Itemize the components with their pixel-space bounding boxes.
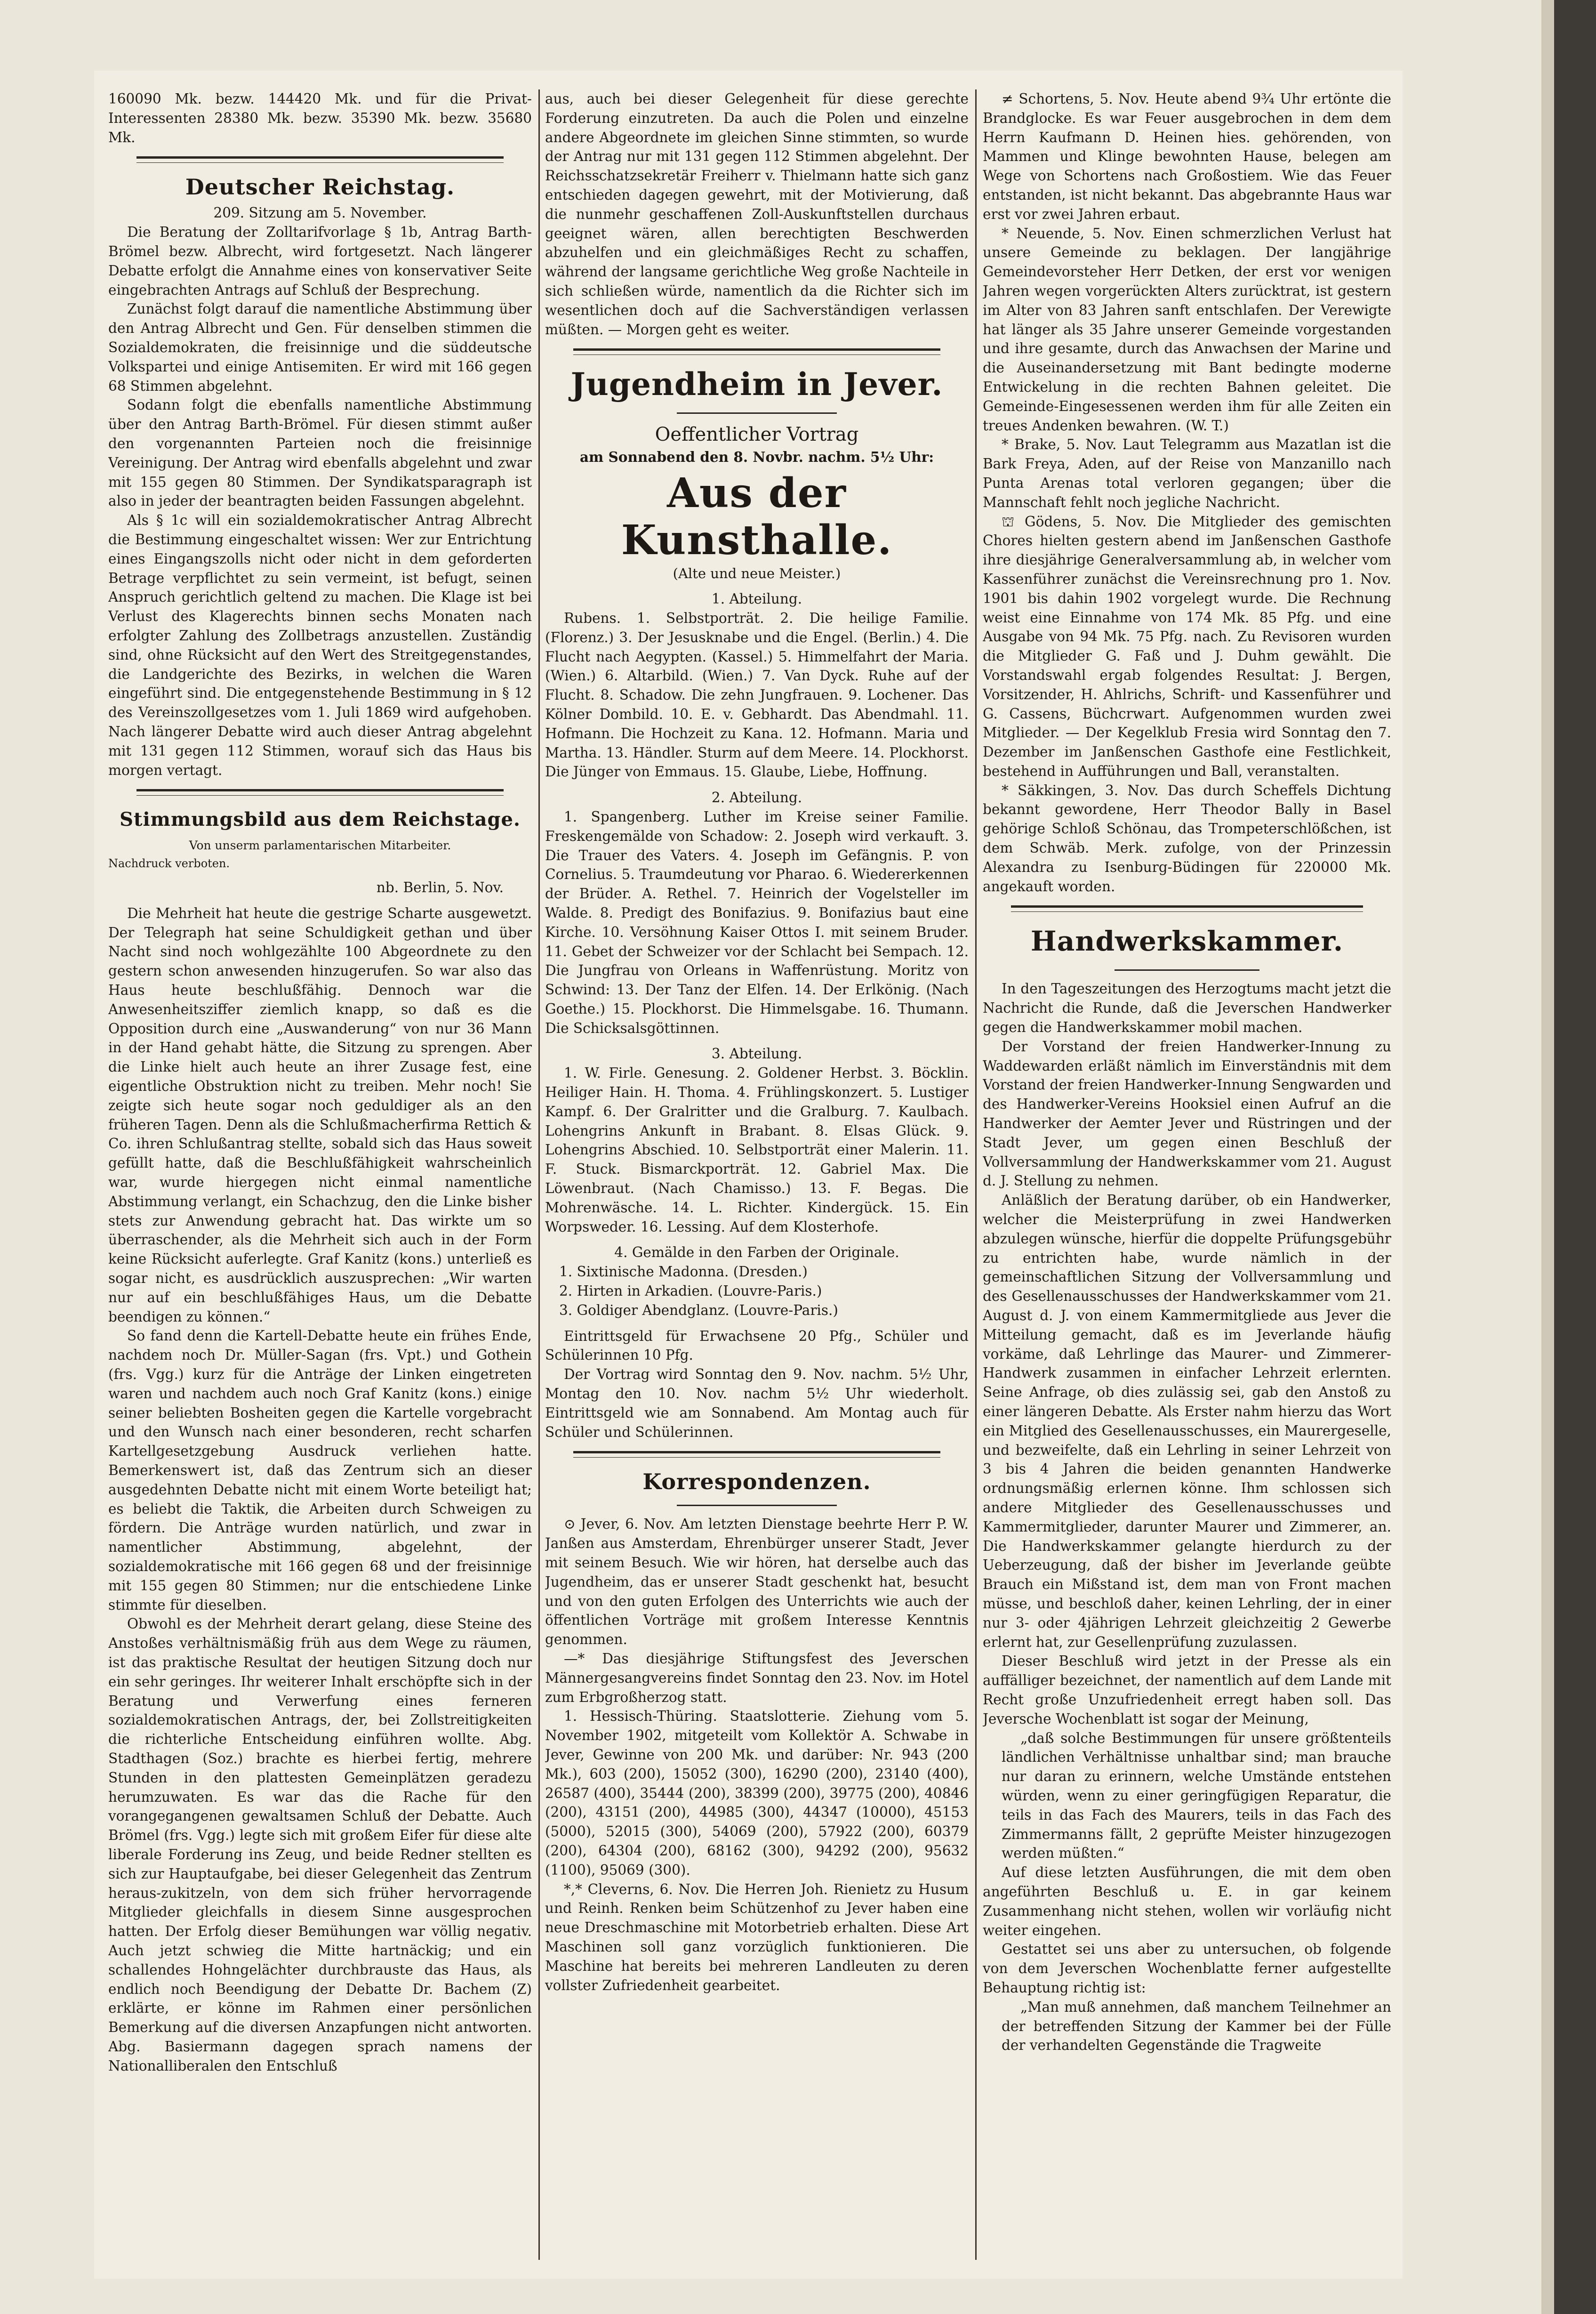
separator bbox=[136, 789, 504, 796]
binding-strip bbox=[1554, 0, 1596, 2314]
reichstag-paragraph: Als § 1c will ein sozialdemokratischer Antrag Albrecht die Bestimmung eingeschaltet wissen: Wer zur Entrichtung eines Eingangszolls nicht oder nicht in dem geforderten Betrage verpflichtet zu sein vermeint, ist befugt, seinen Anspruch gerichtlich geltend zu machen. Die Klage ist bei Verlust des Klagerechts binnen sechs Monaten nach erfolgter Zahlung des Zollbetrags anzustellen. Zuständig sind, ohne Rücksicht auf den Wert des Streitgegenstandes, die Landgerichte des Bezirks, in welchen die Waren eingeführt sind. Die entgegenstehende Bestimmung in § 12 des Vereinszollgesetzes vom 1. Juli 1869 wird aufgehoben. Nach längerer Debatte wird auch dieser Antrag abgelehnt mit 131 gegen 112 Stimmen, worauf sich das Haus bis morgen vertagt. bbox=[108, 512, 532, 778]
separator bbox=[1011, 905, 1363, 912]
handwerkskammer-paragraph: Anläßlich der Beratung darüber, ob ein Handwerker, welcher die Meisterprüfung in zwei Handwerken abzulegen wünsche, hierfür die doppelte Prüfungsgebühr zu entrichten habe, wurde nämlich in der gemeinschaftlichen Sitzung der Vollversammlung und des Gesellenausschusses der Handwerkskammer vom 21. August d. J. von einem Kammermitgliede aus Jever die Mitteilung gemacht, daß es im Jeverlande häufig vorkäme, daß Lehrlinge das Maurer- und Zimmerer-Handwerk zusammen in einfacher Lehrzeit erlernten. Seine Anfrage, ob dies zulässig sei, gab den Anstoß zu einer längeren Debatte. Als Erster nahm hierzu das Wort ein Mitglied des Gesellenausschusses, ein Maurergeselle, und bezweifelte, daß ein Lehrling in seiner Lehrzeit von 3 bis 4 Jahren die beiden genannten Handwerke ordnungsmäßig erlernen könne. Ihm schlossen sich andere Mitglieder des Gesellenausschusses und Kammermitglieder, darunter Maurer und Zimmerer, an. Die Handwerkskammer gelangte hierdurch zu der Ueberzeugung, daß der bisher im Jeverlande geübte Brauch ein Mißstand ist, dem man von Front machen müsse, und beschloß daher, keinen Lehrling, der in einer nur 3- oder 4jährigen Lehrzeit gleichzeitig 2 Gewerbe erlernt hat, zur Gesellenprüfung zuzulassen. bbox=[983, 1192, 1391, 1650]
handwerkskammer-paragraph: In den Tageszeitungen des Herzogtums macht jetzt die Nachricht die Runde, daß die Jeverschen Handwerker gegen die Handwerkskammer mobil machen. bbox=[983, 981, 1391, 1036]
news-neuende: * Neuende, 5. Nov. Einen schmerzlichen Verlust hat unsere Gemeinde zu beklagen. Der langjährige Gemeindevorsteher Herr Detken, der erst vor wenigen Jahren wegen vorgerückten Alters zurücktrat, ist gestern im Alter von 83 Jahren sanft entschlafen. Der Verewigte hat länger als 35 Jahre unserer Gemeinde vorgestanden und ihre gesamte, durch das Anwachsen der Marine und die Auseinandersetzung mit Bant bedingte moderne Entwickelung in die rechten Bahnen geleitet. Die Gemeinde-Eingesessenen werden ihm für alle Zeiten ein treues Andenken bewahren. (W. T.) bbox=[983, 225, 1391, 434]
column-rule-2 bbox=[975, 89, 977, 2260]
stimmungsbild-subtitle: Von unserm parlamentarischen Mitarbeiter. bbox=[189, 839, 451, 853]
repeat-notice: Der Vortrag wird Sonntag den 9. Nov. nachm. 5½ Uhr, Montag den 10. Nov. nachm 5½ Uhr wiederholt. Eintrittsgeld wie am Sonnabend. Am Montag auch für Schüler und Schülerinnen. bbox=[545, 1366, 969, 1440]
stimmungsbild-paragraph: So fand denn die Kartell-Debatte heute ein frühes Ende, nachdem noch Dr. Müller-Sagan (frs. Vpt.) und Gothein (frs. Vgg.) kurz für die Anträge der Linken eingetreten waren und nachdem auch noch Graf Kanitz (kons.) einige seiner beliebten Bosheiten gegen die Kartelle vorgebracht und den Wunsch nach einer besonderen, recht scharfen Kartellgesetzgebung Ausdruck verliehen hatte. Bemerkenswert ist, daß das Zentrum sich an dieser ausgedehnten Debatte nicht mit einem Worte beteiligt hat; es beliebt die Taktik, die Arbeiten durch Schweigen zu fördern. Die Anträge wurden natürlich, und zwar in namentlicher Abstimmung, abgelehnt, der sozialdemokratische mit 166 gegen 68 und der freisinnige mit 155 gegen 80 Stimmen; nur die entschiedene Linke stimmte für dieselben. bbox=[108, 1328, 532, 1613]
handwerkskammer-quote: „Man muß annehmen, daß manchem Teilnehmer an der betreffenden Sitzung der Kammer bei der Fülle der verhandelten Gegenstände die Tragweite bbox=[1002, 1999, 1391, 2054]
column-2 bbox=[545, 89, 969, 2265]
handwerkskammer-paragraph: Gestattet sei uns aber zu untersuchen, ob folgende von dem Jeverschen Wochenblatte ferner aufgestellte Behauptung richtig ist: bbox=[983, 1941, 1391, 1996]
reichstag-paragraph: Sodann folgt die ebenfalls namentliche Abstimmung über den Antrag Barth-Brömel. Für diesen stimmt außer den vorgenannten Parteien noch die freisinnige Vereinigung. Der Antrag wird ebenfalls abgelehnt und zwar mit 155 gegen 80 Stimmen. Der Syndikatsparagraph ist also in jeder der beantragten beiden Fassungen abgelehnt. bbox=[108, 397, 532, 509]
column-rule-1 bbox=[538, 89, 540, 2260]
abteilung-heading: 3. Abteilung. bbox=[711, 1046, 802, 1062]
news-saeckingen: * Säkkingen, 3. Nov. Das durch Scheffels Dichtung bekannt gewordene, Herr Theodor Bally in Basel gehörige Schloß Schönau, das Trompeterschlößchen, ist dem Schwäb. Merk. zufolge, von der Prinzessin Alexandra zu Isenburg-Büdingen für 220000 Mk. angekauft worden. bbox=[983, 782, 1391, 895]
separator bbox=[677, 412, 837, 414]
handwerkskammer-paragraph: Auf diese letzten Ausführungen, die mit dem oben angeführten Beschluß u. E. in gar keinem Zusammenhang nicht stehen, wollen wir vorläufig nicht weiter eingehen. bbox=[983, 1864, 1391, 1938]
news-goedens: ⛫ Gödens, 5. Nov. Die Mitglieder des gemischten Chores hielten gestern abend im Janßenschen Gasthofe ihre diesjährige Generalversammlung ab, in welcher vom Kassenführer zunächst die Vereinsrechnung pro 1. Nov. 1901 bis dahin 1902 vorgelegt wurde. Die Rechnung weist eine Einnahme von 174 Mk. 85 Pfg. und eine Ausgabe von 94 Mk. 75 Pfg. nach. Zu Revisoren wurden die Mitglieder G. Faß und J. Duhm gewählt. Die Vorstandswahl ergab folgendes Resultat: J. Bergen, Vorsitzender, H. Ahlrichs, Schrift- und Kassenführer und G. Cassens, Büchcrwart. Aufgenommen wurden zwei Mitglieder. — Der Kegelklub Fresia wird Sonntag den 7. Dezember im Janßenschen Gasthofe eine Festlichkeit, bestehend in Aufführungen und Ball, veranstalten. bbox=[983, 513, 1391, 779]
handwerkskammer-paragraph: Dieser Beschluß wird jetzt in der Presse als ein auffälliger bezeichnet, der namentlich auf dem Lande mit Recht große Unzufriedenheit erregt haben soll. Das Jeversche Wochenblatt ist sogar der Meinung, bbox=[983, 1653, 1391, 1727]
admission-fee: Eintrittsgeld für Erwachsene 20 Pfg., Schüler und Schülerinnen 10 Pfg. bbox=[545, 1328, 969, 1363]
continuation-paragraph: aus, auch bei dieser Gelegenheit für diese gerechte Forderung einzutreten. Da auch die Polen und einzelne andere Abgeordnete im gleichen Sinne stimmten, so wurde der Antrag nur mit 131 gegen 112 Stimmen abgelehnt. Der Reichsschatzsekretär Freiherr v. Thielmann hatte sich ganz entschieden dagegen gewehrt, mit der Motivierung, daß die nunmehr geschaffenen Zoll-Auskunftstellen durchaus geeignet wären, allen berechtigten Beschwerden abzuhelfen und ein gleichmäßiges Recht zu schaffen, während der langsame gerichtliche Weg große Nachteile in sich schließen würde, namentlich da die Richter sich im wesentlichen doch auf die Sachverständigen verlassen müßten. — Morgen geht es weiter. bbox=[545, 91, 969, 338]
painting-item: 3. Goldiger Abendglanz. (Louvre-Paris.) bbox=[559, 1302, 838, 1318]
dateline: nb. Berlin, 5. Nov. bbox=[376, 879, 504, 896]
abteilung-heading: 2. Abteilung. bbox=[711, 790, 802, 806]
newspaper-page bbox=[94, 71, 1403, 2279]
abteilung-text: Rubens. 1. Selbstporträt. 2. Die heilige Familie. (Florenz.) 3. Der Jesusknabe und die Engel. (Berlin.) 4. Die Flucht nach Aegypten. (Kassel.) 5. Himmelfahrt der Maria. (Wien.) 6. Altarbild. (Wien.) 7. Van Dyck. Ruhe auf der Flucht. 8. Schadow. Die zehn Jungfrauen. 9. Lochener. Das Kölner Dombild. 10. E. v. Gebhardt. Das Abendmahl. 11. Hofmann. Die Hochzeit zu Kana. 12. Hofmann. Maria und Martha. 13. Händler. Sturm auf dem Meere. 14. Plockhorst. Die Jünger von Emmaus. 15. Glaube, Liebe, Hoffnung. bbox=[545, 610, 969, 780]
news-maennergesang: —* Das diesjährige Stiftungsfest des Jeverschen Männergesangvereins findet Sonntag den 23. Nov. im Hotel zum Erbgroßherzog statt. bbox=[545, 1651, 969, 1705]
abteilung-text: 1. Spangenberg. Luther im Kreise seiner Familie. Freskengemälde von Schadow: 2. Joseph wird verkauft. 3. Die Trauer des Vaters. 4. Joseph im Gefängnis. P. von Cornelius. 5. Traumdeutung vor Pharao. 6. Wiedererkennen der Brüder. A. Rethel. 7. Heinrich der Vogelsteller im Walde. 8. Predigt des Bonifazius. 9. Bonifazius baut eine Kirche. 10. Versöhnung Kaiser Ottos I. mit seinem Bruder. 11. Gebet der Schweizer vor der Schlacht bei Sempach. 12. Die Jungfrau von Orleans in Waffenrüstung. Moritz von Schwind: 13. Der Tanz der Elfen. 14. Der Erlkönig. (Nach Goethe.) 15. Plockhorst. Die Himmelsgabe. 16. Thumann. Die Schicksalsgöttinnen. bbox=[545, 808, 969, 1036]
abteilung-heading: 4. Gemälde in den Farben der Originale. bbox=[614, 1244, 899, 1261]
handwerkskammer-heading: Handwerkskammer. bbox=[1030, 925, 1344, 958]
handwerkskammer-quote: „daß solche Bestimmungen für unsere größtenteils ländlichen Verhältnisse unhaltbar sind; man brauche nur daran zu erinnern, welche Umstände entstehen würden, wenn zu einer geringfügigen Reparatur, die teils in das Fach des Maurers, teils in das Fach des Zimmermanns fällt, 2 geprüfte Meister hinzugezogen werden müßten.“ bbox=[1002, 1730, 1391, 1862]
reichstag-paragraph: Die Beratung der Zolltarifvorlage § 1b, Antrag Barth-Brömel bezw. Albrecht, wird fortgesetzt. Nach längerer Debatte erfolgt die Annahme eines von konservativer Seite eingebrachten Antrags auf Schluß der Besprechung. bbox=[108, 224, 532, 298]
separator bbox=[677, 1505, 837, 1506]
separator bbox=[573, 1451, 940, 1458]
separator bbox=[136, 156, 504, 163]
vortrag-date: am Sonnabend den 8. Novbr. nachm. 5½ Uhr: bbox=[579, 449, 934, 466]
stimmungsbild-paragraph: Obwohl es der Mehrheit derart gelang, diese Steine des Anstoßes verhältnismäßig früh aus dem Wege zu räumen, ist das praktische Resultat der heutigen Sitzung doch nur ein sehr geringes. Ihr weiterer Inhalt erschöpfte sich in der Beratung und Verwerfung eines ferneren sozialdemokratischen Antrags, der, bei Zollstreitigkeiten die richterliche Entscheidung einführen wollte. Abg. Stadthagen (Soz.) brachte es hierbei fertig, mehrere Stunden in den plattesten Gemeinplätzen geradezu herumzuwaten. Es war das die Rache für den vorangegangenen gewaltsamen Schluß der Debatte. Auch Brömel (frs. Vgg.) legte sich mit großem Eifer für diese alte liberale Forderung ins Zeug, und beide Redner stellten es sich zur Hauptaufgabe, bei dieser Gelegenheit das Zentrum heraus-zukitzeln, von dem sich früher hervorragende Mitglieder gleichfalls in diesem Sinne ausgesprochen hatten. Der Erfolg dieser Bemühungen war völlig negativ. Auch jetzt schwieg die Mitte hartnäckig; und ein schallendes Hohngelächter durchbrauste das Haus, als endlich noch Beendigung der Debatte Dr. Bachem (Z) erklärte, er könne im Rahmen einer persönlichen Bemerkung auf die diversen Anzapfungen nicht antworten. Abg. Basiermann dagegen sprach namens der Nationalliberalen den Entschluß bbox=[108, 1616, 532, 2074]
separator bbox=[573, 348, 940, 355]
news-cleverns: *,* Cleverns, 6. Nov. Die Herren Joh. Rienietz zu Husum und Reinh. Renken beim Schützenhof zu Jever haben eine neue Dreschmaschine mit Motorbetrieb erhalten. Diese Art Maschinen soll ganz vorzüglich funktionieren. Die Maschine hat bereits bei mehreren Landleuten zu deren vollster Zufriedenheit gearbeitet. bbox=[545, 1881, 969, 1993]
column-1 bbox=[108, 89, 532, 2265]
reichstag-heading: Deutscher Reichstag. bbox=[185, 174, 455, 200]
news-jever: ⊙ Jever, 6. Nov. Am letzten Dienstage beehrte Herr P. W. Janßen aus Amsterdam, Ehrenbürger unserer Stadt, Jever mit seinem Besuch. Wie wir hören, hat derselbe auch das Jugendheim, das er unserer Stadt geschenkt hat, besucht und von den guten Erfolgen des Unterrichts wie auch der öffentlichen Vorträge mit großem Interesse Kenntnis genommen. bbox=[545, 1516, 969, 1648]
handwerkskammer-paragraph: Der Vorstand der freien Handwerker-Innung zu Waddewarden erläßt nämlich im Einverständnis mit dem Vorstand der freien Handwerker-Innung Sengwarden und des Handwerker-Vereins Hooksiel einen Aufruf an die Handwerker der Aemter Jever und Rüstringen und der Stadt Jever, um gegen einen Beschluß der Vollversammlung der Handwerkskammer vom 21. August d. J. Stellung zu nehmen. bbox=[983, 1038, 1391, 1189]
reichstag-paragraph: Zunächst folgt darauf die namentliche Abstimmung über den Antrag Albrecht und Gen. Für denselben stimmen die Sozialdemokraten, die freisinnige und die süddeutsche Volkspartei und einige Antisemiten. Er wird mit 166 gegen 68 Stimmen abgelehnt. bbox=[108, 301, 532, 394]
page-edge bbox=[1541, 0, 1554, 2314]
intro-text: 160090 Mk. bezw. 144420 Mk. und für die Privat-Interessenten 28380 Mk. bezw. 35390 Mk. bezw. 35680 Mk. bbox=[108, 91, 532, 145]
kunsthalle-subtitle: (Alte und neue Meister.) bbox=[673, 565, 841, 582]
jugendheim-heading: Jugendheim in Jever. bbox=[570, 366, 943, 403]
news-lotterie: 1. Hessisch-Thüring. Staatslotterie. Ziehung vom 5. November 1902, mitgeteilt vom Kollektör A. Schwabe in Jever, Gewinne von 200 Mk. und darüber: Nr. 943 (200 Mk.), 603 (200), 15052 (300), 16290 (200), 23140 (400), 26587 (400), 35444 (200), 38399 (200), 39775 (200), 40846 (200), 43151 (200), 44985 (300), 44347 (10000), 45153 (5000), 52015 (300), 54069 (200), 57922 (200), 60379 (200), 64304 (200), 68162 (300), 94292 (200), 95632 (1100), 95069 (300). bbox=[545, 1708, 969, 1878]
news-brake: * Brake, 5. Nov. Laut Telegramm aus Mazatlan ist die Bark Freya, Aden, auf der Reise von Manzanillo nach Punta Arenas total verloren gegangen; über die Mannschaft fehlt noch jegliche Nachricht. bbox=[983, 436, 1391, 510]
kunsthalle-heading: Aus der Kunsthalle. bbox=[621, 469, 893, 564]
painting-item: 2. Hirten in Arkadien. (Louvre-Paris.) bbox=[559, 1283, 822, 1299]
separator bbox=[1115, 969, 1259, 971]
painting-item: 1. Sixtinische Madonna. (Dresden.) bbox=[559, 1264, 808, 1280]
vortrag-heading: Oeffentlicher Vortrag bbox=[655, 424, 859, 446]
stimmungsbild-paragraph: Die Mehrheit hat heute die gestrige Scharte ausgewetzt. Der Telegraph hat seine Schuldigkeit gethan und über Nacht sind noch wohlgezählte 100 Abgeordnete zu den gestern schon anwesenden hinzugerufen. So war also das Haus heute beschlußfähig. Dennoch war die Anwesenheitsziffer ziemlich knapp, so daß es die Opposition durch eine „Auswanderung“ von nur 36 Mann in der Hand gehabt hätte, die Sitzung zu sprengen. Aber die Linke hielt auch heute an ihrer Zusage fest, eine eigentliche Obstruktion nicht zu treiben. Mehr noch! Sie zeigte sich heute sogar noch geduldiger als an den früheren Tagen. Denn als die Schlußmacherfirma Rettich & Co. ihren Schlußantrag stellte, sobald sich das Haus soweit gefüllt hatte, daß die Beschlußfähigkeit wahrscheinlich war, wurde hiergegen nicht einmal namentliche Abstimmung verlangt, ein Schachzug, den die Linke bisher stets zur Anwendung gebracht hat. Das wirkte um so überraschender, als die Mehrheit sich auch in der Form keine Rücksicht auferlegte. Graf Kanitz (kons.) unterließ es sogar nicht, es ausdrücklich auszusprechen: „Wir warten nur auf ein beschlußfähiges Haus, um die Debatte beendigen zu können.“ bbox=[108, 905, 532, 1325]
abteilung-text: 1. W. Firle. Genesung. 2. Goldener Herbst. 3. Böcklin. Heiliger Hain. H. Thoma. 4. Frühlingskonzert. 5. Lustiger Kampf. 6. Der Gralritter und die Gralburg. 7. Kaulbach. Lohengrins Ankunft in Brabant. 8. Elsas Glück. 9. Lohengrins Abschied. 10. Selbstporträt einer Malerin. 11. F. Stuck. Bismarckporträt. 12. Gabriel Max. Die Löwenbraut. (Nach Chamisso.) 13. F. Begas. Die Mohrenwäsche. 14. L. Richter. Kindergück. 15. Ein Worpsweder. 16. Lessing. Auf dem Klosterhofe. bbox=[545, 1065, 969, 1235]
korrespondenzen-heading: Korrespondenzen. bbox=[642, 1469, 871, 1495]
column-3 bbox=[983, 89, 1391, 2265]
abteilung-heading: 1. Abteilung. bbox=[711, 591, 802, 607]
stimmungsbild-heading: Stimmungsbild aus dem Reichstage. bbox=[120, 808, 521, 831]
news-schortens: ≠ Schortens, 5. Nov. Heute abend 9¾ Uhr ertönte die Brandglocke. Es war Feuer ausgebrochen in dem dem Herrn Kaufmann D. Heinen hies. gehörenden, von Mammen und Klinge bewohnten Hause, belegen am Wege von Schortens nach Großostiem. Wie das Feuer entstanden, ist nicht bekannt. Das abgebrannte Haus war erst vor zwei Jahren erbaut. bbox=[983, 91, 1391, 222]
reprint-note: Nachdruck verboten. bbox=[108, 857, 230, 871]
reichstag-session: 209. Sitzung am 5. November. bbox=[213, 205, 427, 221]
